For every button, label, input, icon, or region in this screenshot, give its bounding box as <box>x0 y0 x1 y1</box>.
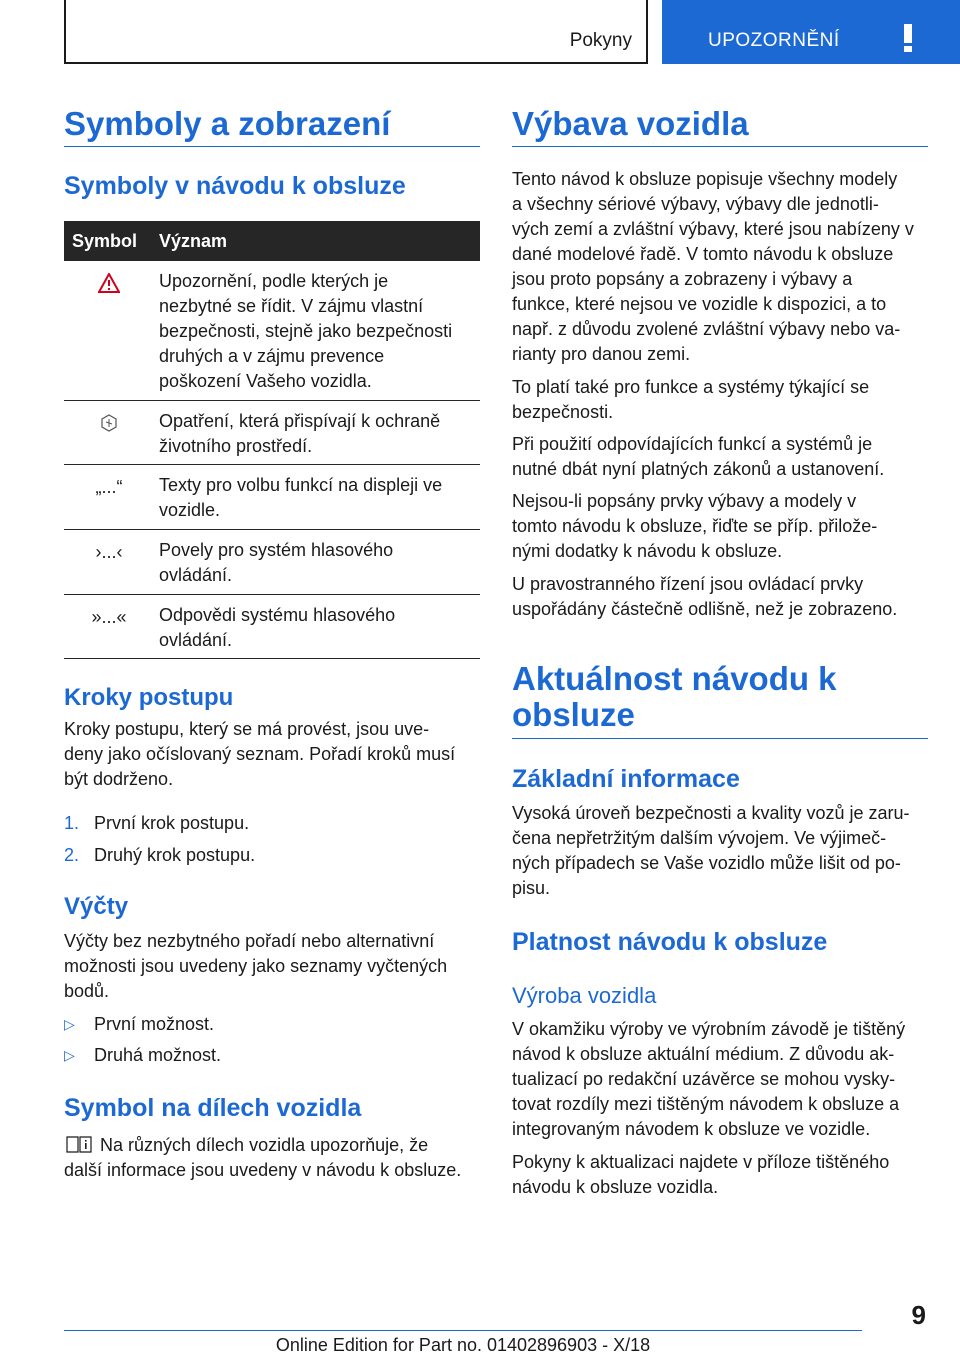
title-rule <box>512 738 928 739</box>
section-title-currency: Aktuálnost návodu k obsluze <box>512 660 837 733</box>
row-text: Upozornění, podle kterých je nezbytné se řídit. V zájmu vlastní bezpečnosti, stejně jako bezpečnosti druhých a v zájmu prevence poškození Vašeho vozidla. <box>159 271 453 391</box>
row-text: Odpovědi systému hlasového ovládání. <box>159 605 396 650</box>
section-heading-basic: Základní informace <box>512 765 740 793</box>
row-text: Texty pro volbu funkcí na displeji ve vozidle. <box>159 475 443 520</box>
section-heading-vehicle-symbol: Symbol na dílech vozidla <box>64 1094 362 1122</box>
bullet-triangle-icon: ▷ <box>64 1047 75 1063</box>
warning-triangle-icon <box>64 273 154 298</box>
section-label: Pokyny <box>569 30 632 51</box>
row-text: Opatření, která přispívají k ochraně životního prostředí. <box>159 411 441 456</box>
exclamation-icon <box>904 24 912 52</box>
steps-paragraph: Kroky postupu, který se má provést, jsou uve- deny jako očíslovaný seznam. Pořadí kroků musí být dodrženo. <box>64 719 456 789</box>
column-header-meaning: Význam <box>159 231 228 251</box>
symbol-table-header <box>64 221 480 261</box>
symbol-voice-response: »...« <box>91 607 127 627</box>
section-title-equipment: Výbava vozidla <box>512 105 749 142</box>
environment-leaf-icon <box>64 413 154 438</box>
table-row <box>64 401 480 465</box>
row-text: Povely pro systém hlasového ovládání. <box>159 540 394 585</box>
symbol-voice-command: ›...‹ <box>95 542 123 562</box>
title-rule <box>512 146 928 147</box>
bullet-triangle-icon: ▷ <box>64 1016 75 1032</box>
section-heading-steps: Kroky postupu <box>64 684 234 711</box>
symbol-quotes: „...“ <box>95 477 123 497</box>
page-number: 9 <box>911 1300 926 1330</box>
equipment-paragraph-3: Při použití odpovídajících funkcí a systémů je nutné dbát nyní platných zákonů a ustanovení. <box>512 434 885 479</box>
page-title: Symboly a zobrazení <box>64 105 391 142</box>
title-rule <box>64 146 480 147</box>
equipment-paragraph-4: Nejsou-li popsány prvky výbavy a modely v tomto návodu k obsluze, řiďte se příp. přilože- nými dodatky k návodu k obsluze. <box>512 491 878 561</box>
section-heading-enum: Výčty <box>64 893 129 920</box>
enum-paragraph: Výčty bez nezbytného pořadí nebo alternativní možnosti jsou uvedeny jako seznamy vyčtených bodů. <box>64 931 448 1001</box>
warning-tab <box>662 0 960 64</box>
section-heading-symbols: Symboly v návodu k obsluze <box>64 172 406 200</box>
table-row <box>64 530 480 595</box>
warning-tab-label: UPOZORNĚNÍ <box>708 30 840 51</box>
table-row <box>64 465 480 530</box>
table-row <box>64 595 480 659</box>
footer-edition: Online Edition for Part no. 01402896903 - X/18 <box>275 1335 651 1355</box>
basic-paragraph: Vysoká úroveň bezpečnosti a kvality vozů je zaru- čena nepřetržitým dalším vývojem. Ve výjimeč- ných případech se Vaše vozidlo může lišit od po- pisu. <box>512 803 910 898</box>
validity-paragraph-1: V okamžiku výroby ve výrobním závodě je tištěný návod k obsluze aktuální médium. Z důvodu ak- tualizací po redakční uzávěrce se mohou vysky- tovat rozdíly mezi tištěným návodem k obsluze a integrovaným návodem k obsluze ve vozidle. <box>512 1019 906 1139</box>
running-header <box>64 0 648 64</box>
equipment-paragraph-1: Tento návod k obsluze popisuje všechny modely a všechny sériové výbavy, výbavy dle jednotli- vých zemí a zvláštní výbavy, které jsou nabízeny v dané modelové řadě. V tomto návodu k obsluze jsou proto popsány a zobrazeny i výbavy a funkce, které nejsou ve vozidle k dispozici, a to např. z důvodu zvolené zvláštní výbavy nebo va- rianty pro danou zemi. <box>512 169 914 364</box>
column-header-symbol: Symbol <box>72 231 138 251</box>
section-heading-validity: Platnost návodu k obsluze <box>512 928 828 956</box>
table-row <box>64 261 480 401</box>
footer-rule <box>64 1330 862 1331</box>
subsection-heading-production: Výroba vozidla <box>512 983 657 1008</box>
validity-paragraph-2: Pokyny k aktualizaci najdete v příloze tištěného návodu k obsluze vozidla. <box>512 1152 890 1197</box>
vehicle-symbol-paragraph: Na různých dílech vozidla upozorňuje, že další informace jsou uvedeny v návodu k obsluze. <box>64 1135 462 1180</box>
equipment-paragraph-5: U pravostranného řízení jsou ovládací prvky uspořádány částečně odlišně, než je zobrazeno. <box>512 574 898 619</box>
equipment-paragraph-2: To platí také pro funkce a systémy týkající se bezpečnosti. <box>512 377 870 422</box>
